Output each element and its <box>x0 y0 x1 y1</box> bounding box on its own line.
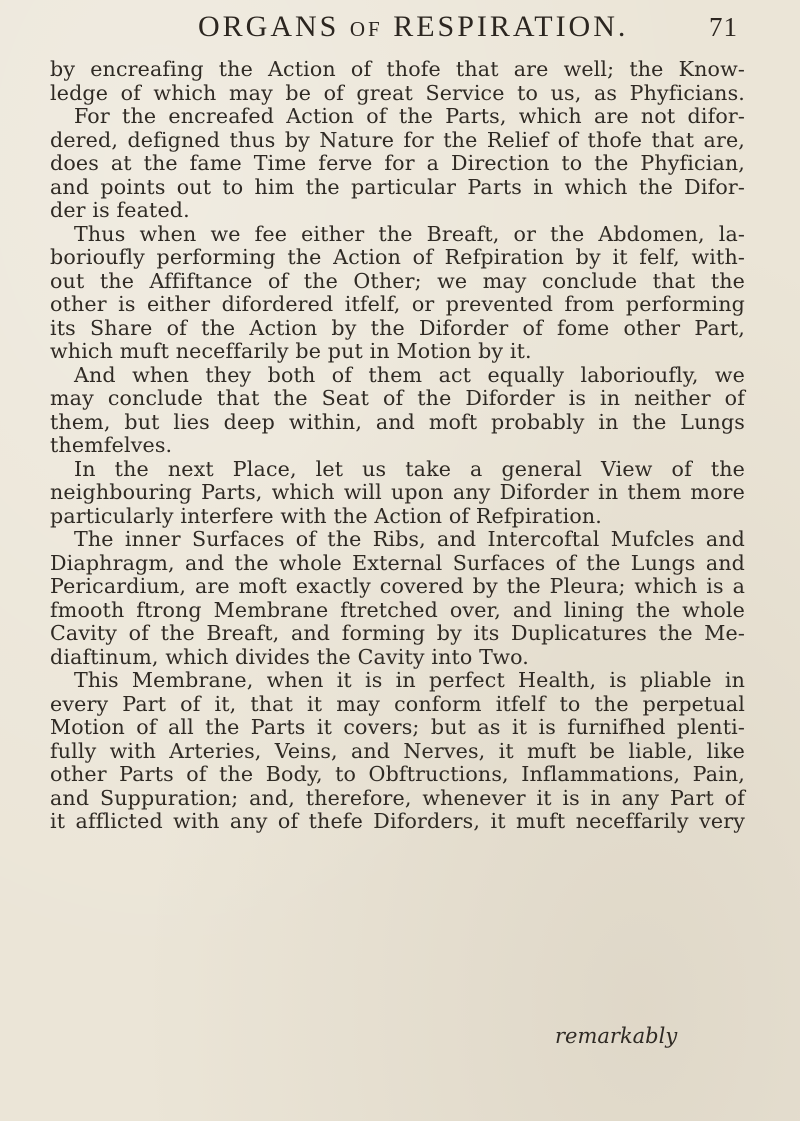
text-line: dered, defigned thus by Nature for the Relief of thofe that are, <box>50 127 745 152</box>
body-text <box>50 58 745 834</box>
text-line: der is feated. <box>50 198 190 222</box>
text-line: them, but lies deep within, and moft probably in the Lungs <box>50 409 745 434</box>
page-header <box>198 8 738 52</box>
text-line: ledge of which may be of great Service to us, as Phyficians. <box>50 80 745 105</box>
text-line: other is either difordered itfelf, or prevented from performing <box>50 292 745 316</box>
text-line: neighbouring Parts, which will upon any Diforder in them more <box>50 480 745 504</box>
text-line: borioufly performing the Action of Refpiration by it felf, with- <box>50 245 745 269</box>
text-line: This Membrane, when it is in perfect Health, is pliable in <box>74 668 745 692</box>
text-line: diaftinum, which divides the Cavity into Two. <box>50 644 529 669</box>
text-line: every Part of it, that it may conform itfelf to the perpetual <box>50 691 745 716</box>
text-line: Pericardium, are moft exactly covered by the Pleura; which is a <box>50 574 745 598</box>
text-line: Thus when we fee either the Breaft, or the Abdomen, la- <box>74 221 745 246</box>
catchword: remarkably <box>555 1024 678 1048</box>
text-line: And when they both of them act equally laborioufly, we <box>74 362 745 387</box>
text-line: other Parts of the Body, to Obftructions, Inflammations, Pain, <box>50 762 745 786</box>
text-line: out the Affiftance of the Other; we may conclude that the <box>50 268 745 293</box>
text-line: and Suppuration; and, therefore, whenever it is in any Part of <box>50 785 745 810</box>
text-line: In the next Place, let us take a general View of the <box>74 456 745 481</box>
text-line: and points out to him the particular Parts in which the Difor- <box>50 174 745 199</box>
text-line: Diaphragm, and the whole External Surfaces of the Lungs and <box>50 550 745 575</box>
text-line: its Share of the Action by the Diforder of fome other Part, <box>50 315 745 340</box>
text-line: does at the fame Time ferve for a Direction to the Phyfician, <box>50 151 745 175</box>
text-line: Motion of all the Parts it covers; but as it is furnifhed plenti- <box>50 715 745 739</box>
text-line: which muft neceffarily be put in Motion by it. <box>50 339 532 363</box>
text-line: themfelves. <box>50 433 173 457</box>
running-head: ORGANS of RESPIRATION. <box>198 10 629 43</box>
page-number: 71 <box>709 12 738 42</box>
text-line: by encreafing the Action of thofe that are well; the Know- <box>50 57 745 81</box>
text-line: fmooth ftrong Membrane ftretched over, and lining the whole <box>50 597 745 622</box>
text-line: fully with Arteries, Veins, and Nerves, it muft be liable, like <box>50 738 745 763</box>
text-line: The inner Surfaces of the Ribs, and Intercoftal Mufcles and <box>74 527 745 551</box>
text-line: it afflicted with any of thefe Diforders, it muft neceffarily very <box>50 809 745 833</box>
text-line: For the encreafed Action of the Parts, which are not difor- <box>74 104 745 128</box>
text-line: Cavity of the Breaft, and forming by its Duplicatures the Me- <box>50 621 745 645</box>
text-line: particularly interfere with the Action of Refpiration. <box>50 503 602 528</box>
text-line: may conclude that the Seat of the Diforder is in neither of <box>50 386 745 410</box>
